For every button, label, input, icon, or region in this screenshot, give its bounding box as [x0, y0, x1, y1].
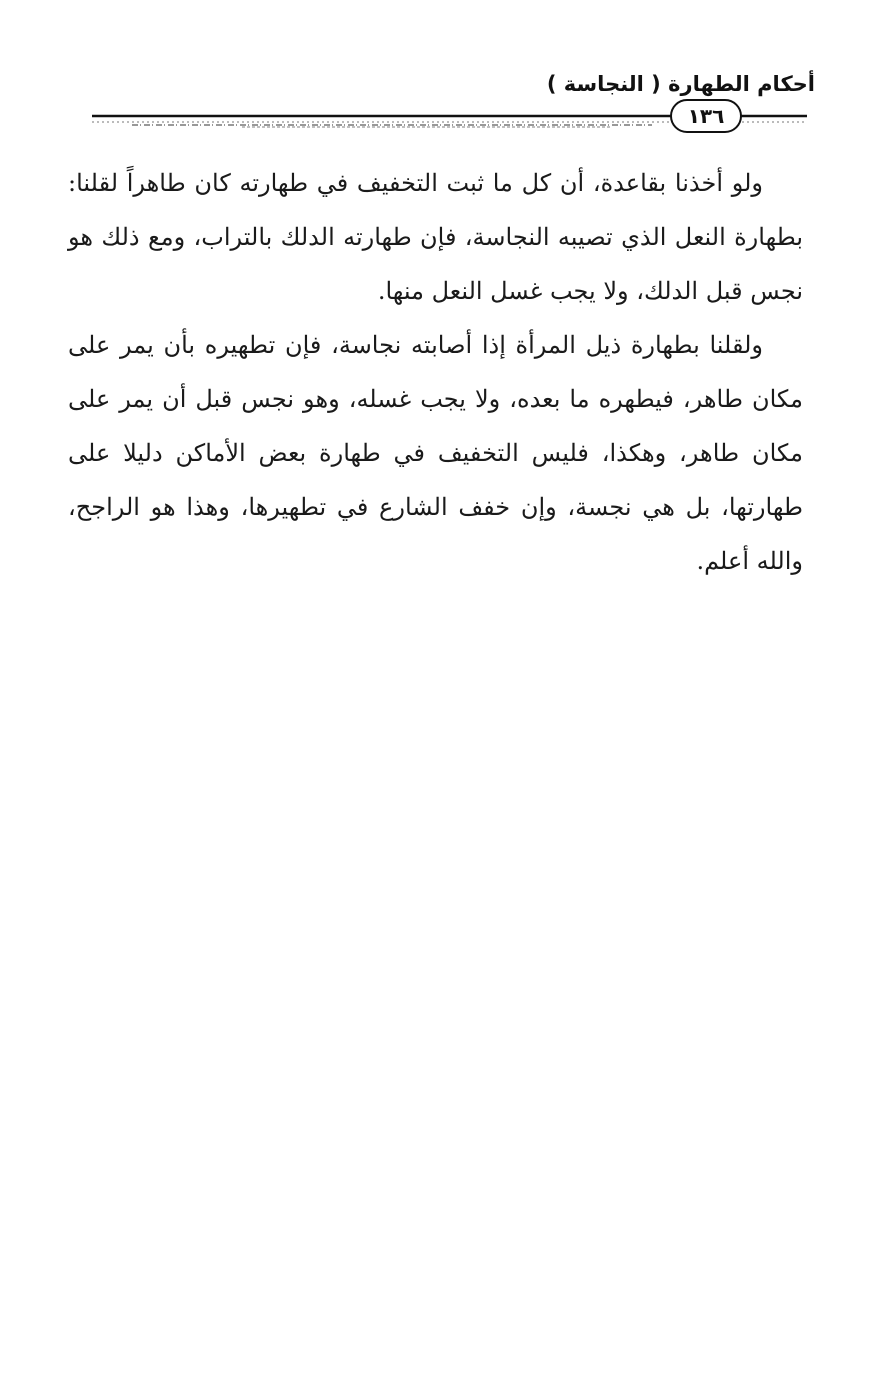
- paragraph: ولو أخذنا بقاعدة، أن كل ما ثبت التخفيف في طهارته كان طاهراً لقلنا: بطهارة النعل الذي تصيبه النجاسة، فإن طهارته الدلك بالتراب، ومع ذلك هو نجس قبل الدلك، ولا يجب غسل النعل منها.: [68, 169, 803, 305]
- page-number-badge: [670, 99, 742, 133]
- body-text: [68, 156, 803, 588]
- page-number: ١٣٦: [687, 104, 725, 128]
- running-title: أحكام الطهارة ( النجاسة ): [546, 72, 815, 96]
- paragraph: ولقلنا بطهارة ذيل المرأة إذا أصابته نجاسة، فإن تطهيره بأن يمر على مكان طاهر، فيطهره ما بعده، ولا يجب غسله، وهو نجس قبل أن يمر على مكان طاهر، وهكذا، فليس التخفيف في طهارة بعض الأماكن دليلا على طهارتها، بل هي نجسة، وإن خفف الشارع في تطهيرها، وهذا هو الراجح، والله أعلم.: [68, 331, 803, 575]
